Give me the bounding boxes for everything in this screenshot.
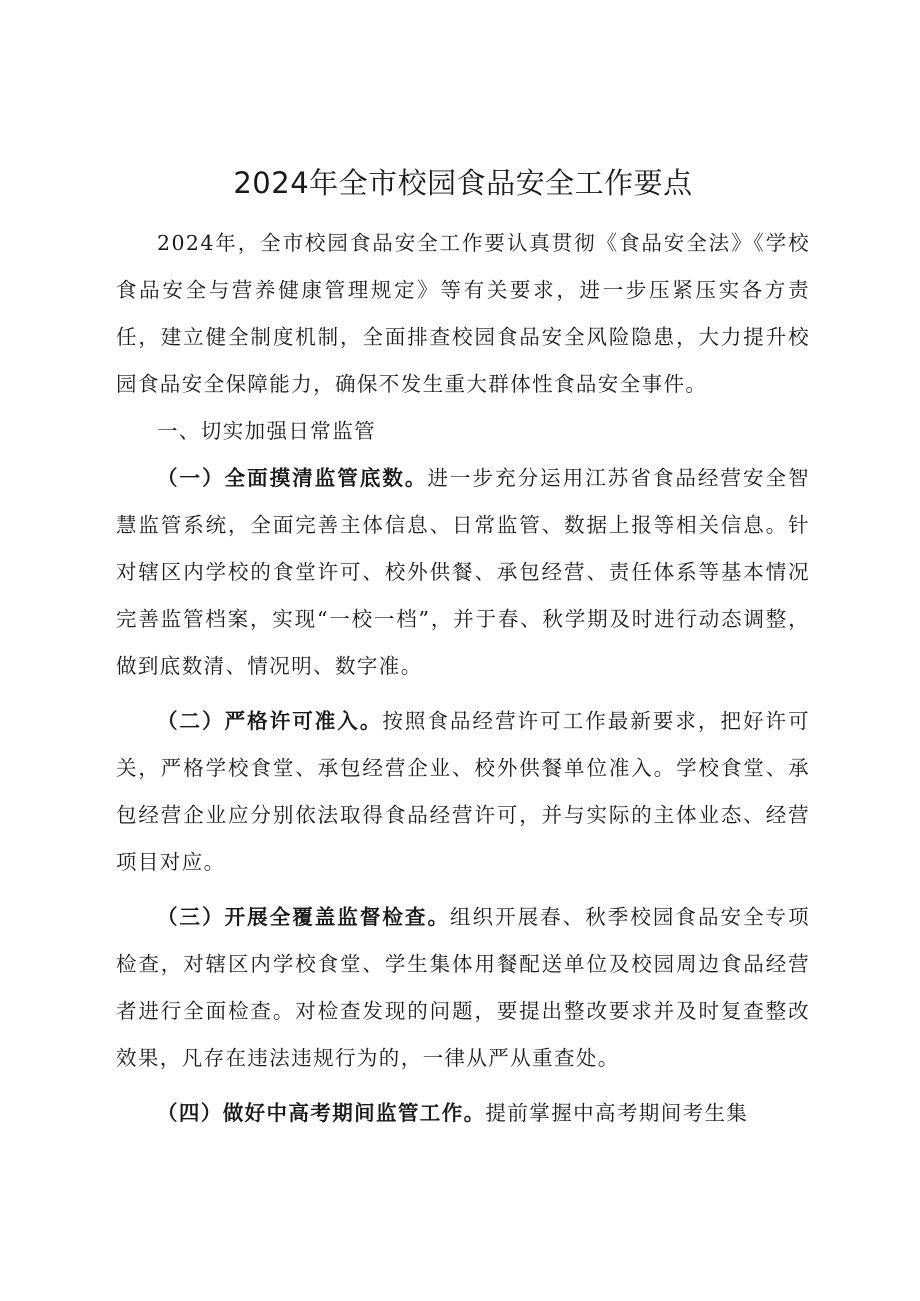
item-lead: （一）全面摸清监管底数。 <box>157 466 428 490</box>
item-text: 组织开展春、秋季校园食品安全专项检查，对辖区内学校食堂、学生集体用餐配送单位及校园周边食品经营者进行全面检查。对检查发现的问题，要提出整改要求并及时复查整改效果，凡存在违法违规行为的，一律从严从重查处。 <box>116 905 810 1070</box>
item-lead: （二）严格许可准入。 <box>157 709 383 733</box>
item-text: 提前掌握中高考期间考生集 <box>485 1101 749 1125</box>
item-paragraph-1 <box>116 455 810 690</box>
item-paragraph-3 <box>116 894 810 1082</box>
document-title: 2024年全市校园食品安全工作要点 <box>233 166 693 200</box>
item-text: 按照食品经营许可工作最新要求，把好许可关，严格学校食堂、承包经营企业、校外供餐单位准入。学校食堂、承包经营企业应分别依法取得食品经营许可，并与实际的主体业态、经营项目对应。 <box>116 709 810 874</box>
item-paragraph-2 <box>116 698 810 886</box>
item-lead: （四）做好中高考期间监管工作。 <box>157 1101 486 1125</box>
item-paragraph-4 <box>116 1090 810 1137</box>
item-text: 进一步充分运用江苏省食品经营安全智慧监管系统，全面完善主体信息、日常监管、数据上报等相关信息。针对辖区内学校的食堂许可、校外供餐、承包经营、责任体系等基本情况完善监管档案，实现“一校一档”，并于春、秋学期及时进行动态调整，做到底数清、情况明、数字准。 <box>116 466 810 678</box>
item-lead: （三）开展全覆盖监督检查。 <box>157 905 451 929</box>
section-heading: 一、切实加强日常监管 <box>157 419 376 443</box>
intro-paragraph: 2024年，全市校园食品安全工作要认真贯彻《食品安全法》《学校食品安全与营养健康管理规定》等有关要求，进一步压紧压实各方责任，建立健全制度机制，全面排查校园食品安全风险隐患，大力提升校园食品安全保障能力，确保不发生重大群体性食品安全事件。 <box>116 231 810 396</box>
